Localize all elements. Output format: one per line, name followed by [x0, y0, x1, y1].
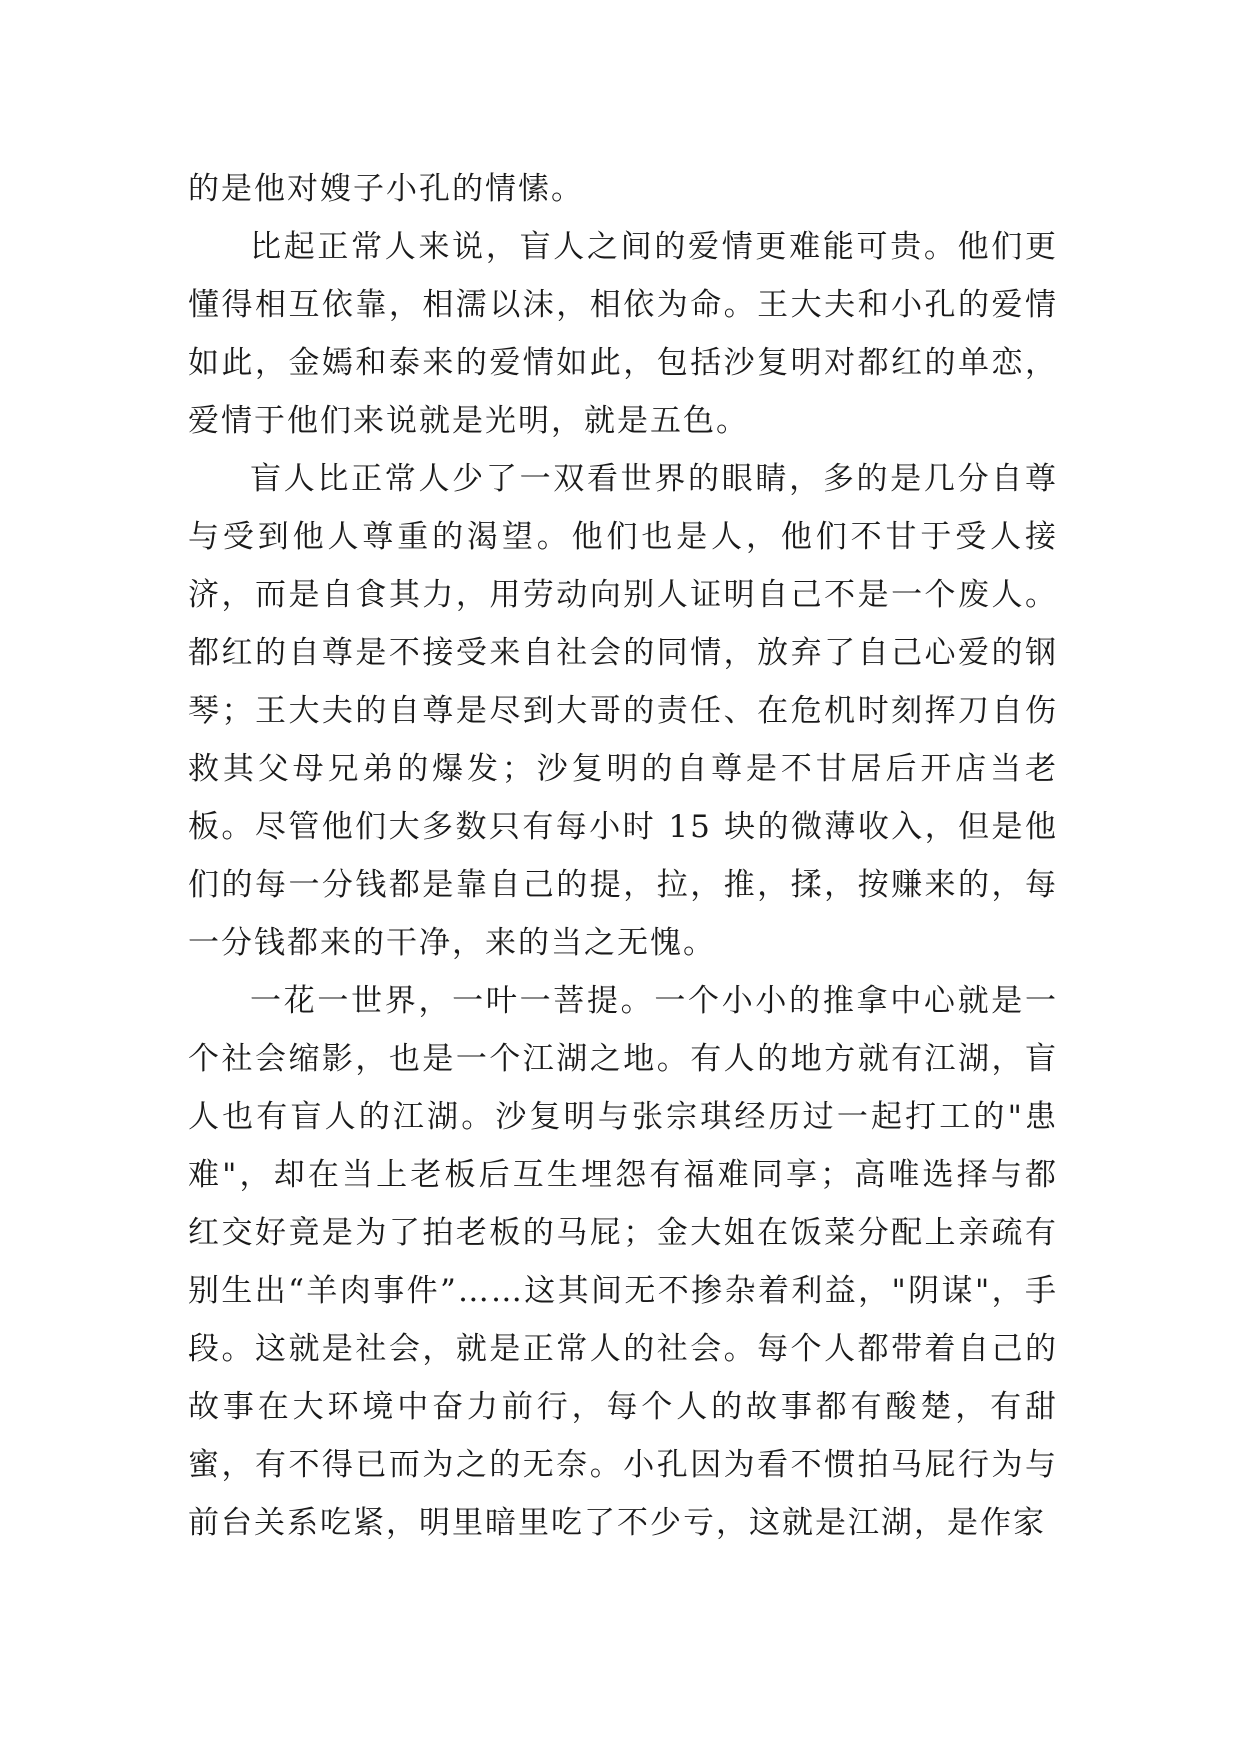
paragraph-3: 盲人比正常人少了一双看世界的眼睛，多的是几分自尊与受到他人尊重的渴望。他们也是人，他们不甘于受人接济，而是自食其力，用劳动向别人证明自己不是一个废人。都红的自尊是不接受来自社会的同情，放弃了自己心爱的钢琴；王大夫的自尊是尽到大哥的责任、在危机时刻挥刀自伤救其父母兄弟的爆发；沙复明的自尊是不甘居后开店当老板。尽管他们大多数只有每小时 15 块的微薄收入，但是他们的每一分钱都是靠自己的提，拉，推，揉，按赚来的，每一分钱都来的干净，来的当之无愧。: [188, 461, 1058, 961]
body-text: [188, 160, 1058, 1552]
paragraph-4: 一花一世界，一叶一菩提。一个小小的推拿中心就是一个社会缩影，也是一个江湖之地。有人的地方就有江湖，盲人也有盲人的江湖。沙复明与张宗琪经历过一起打工的"患难"，却在当上老板后互生埋怨有福难同享；高唯选择与都红交好竟是为了拍老板的马屁；金大姐在饭菜分配上亲疏有别生出“羊肉事件”……这其间无不掺杂着利益，"阴谋"，手段。这就是社会，就是正常人的社会。每个人都带着自己的故事在大环境中奋力前行，每个人的故事都有酸楚，有甜蜜，有不得已而为之的无奈。小孔因为看不惯拍马屁行为与前台关系吃紧，明里暗里吃了不少亏，这就是江湖，是作家: [188, 983, 1058, 1541]
paragraph-2: 比起正常人来说，盲人之间的爱情更难能可贵。他们更懂得相互依靠，相濡以沫，相依为命。王大夫和小孔的爱情如此，金嫣和泰来的爱情如此，包括沙复明对都红的单恋，爱情于他们来说就是光明，就是五色。: [188, 229, 1058, 439]
paragraph-1: 的是他对嫂子小孔的情愫。: [188, 171, 584, 207]
